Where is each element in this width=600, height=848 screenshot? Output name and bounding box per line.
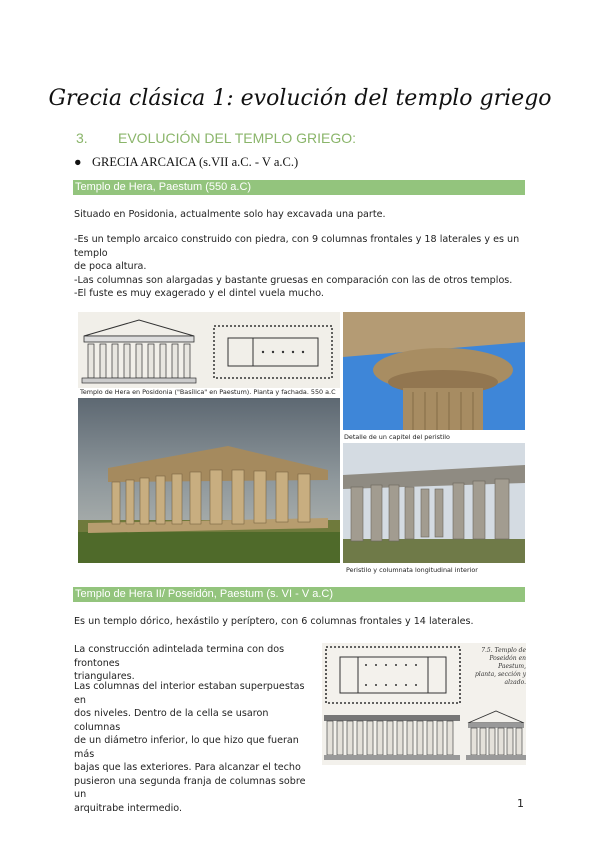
- temple1-interior-caption: Peristilo y columnata longitudinal interior: [346, 566, 478, 574]
- temple2-para2-line: arquitrabe intermedio.: [74, 802, 183, 814]
- temple2-para2-line: pusieron una segunda franja de columnas sobre un: [74, 775, 306, 800]
- temple1-plan-image: [78, 312, 340, 388]
- temple2-intro: Es un templo dórico, hexástilo y períptero, con 6 columnas frontales y 14 laterales.: [74, 616, 474, 627]
- temple1-point: de poca altura.: [74, 261, 147, 272]
- temple1-intro: Situado en Posidonia, actualmente solo hay excavada una parte.: [74, 209, 386, 220]
- temple1-capital-photo: [343, 312, 525, 430]
- temple2-para1: [74, 643, 314, 684]
- temple1-photo: [78, 398, 340, 563]
- section-title: EVOLUCIÓN DEL TEMPLO GRIEGO:: [118, 130, 357, 146]
- temple2-heading: Templo de Hera II/ Poseidón, Paestum (s. VI - V a.C): [73, 587, 525, 602]
- page-number: 1: [517, 797, 524, 810]
- temple1-plan-caption: Templo de Hera en Posidonia ("Basílica" en Paestum). Planta y fachada. 550 a.C: [80, 388, 336, 396]
- figure-note-line: 7.5. Templo de: [481, 647, 526, 654]
- temple2-para2: [74, 680, 314, 815]
- temple2-para2-line: dos niveles. Dentro de la cella se usaron columnas: [74, 708, 269, 733]
- temple2-drawing: [322, 643, 526, 765]
- temple1-points: [74, 233, 526, 301]
- temple1-point: -Es un templo arcaico construido con piedra, con 9 columnas frontales y 18 laterales y es un templo: [74, 234, 520, 259]
- bullet-text: GRECIA ARCAICA (s.VII a.C. - V a.C.): [92, 155, 299, 169]
- temple1-point: -El fuste es muy exagerado y el dintel vuela mucho.: [74, 288, 324, 299]
- page-title: Grecia clásica 1: evolución del templo griego: [48, 86, 552, 111]
- bullet-item: [74, 155, 298, 170]
- figure-note-line: Poseidón en Paestum,: [489, 655, 526, 670]
- temple1-heading: Templo de Hera, Paestum (550 a.C): [73, 180, 525, 195]
- temple2-para1-line: triangulares.: [74, 671, 135, 682]
- temple2-para1-line: La construcción adintelada termina con dos frontones: [74, 644, 285, 669]
- temple1-point: -Las columnas son alargadas y bastante gruesas en comparación con las de otros templos.: [74, 274, 513, 286]
- section-number: 3.: [76, 130, 88, 146]
- temple1-interior-photo: [343, 443, 525, 563]
- bullet-symbol: ●: [74, 155, 82, 169]
- temple2-figure-note: [466, 647, 526, 687]
- temple2-para2-line: Las columnas del interior estaban superpuestas en: [74, 681, 305, 706]
- section-heading: [76, 130, 356, 146]
- temple2-para2-line: de un diámetro inferior, lo que hizo que fueran más: [74, 735, 299, 760]
- figure-note-line: planta, sección y alzado.: [474, 671, 526, 686]
- temple1-capital-caption: Detalle de un capitel del peristilo: [344, 433, 450, 441]
- temple2-para2-line: bajas que las exteriores. Para alcanzar el techo: [74, 762, 301, 773]
